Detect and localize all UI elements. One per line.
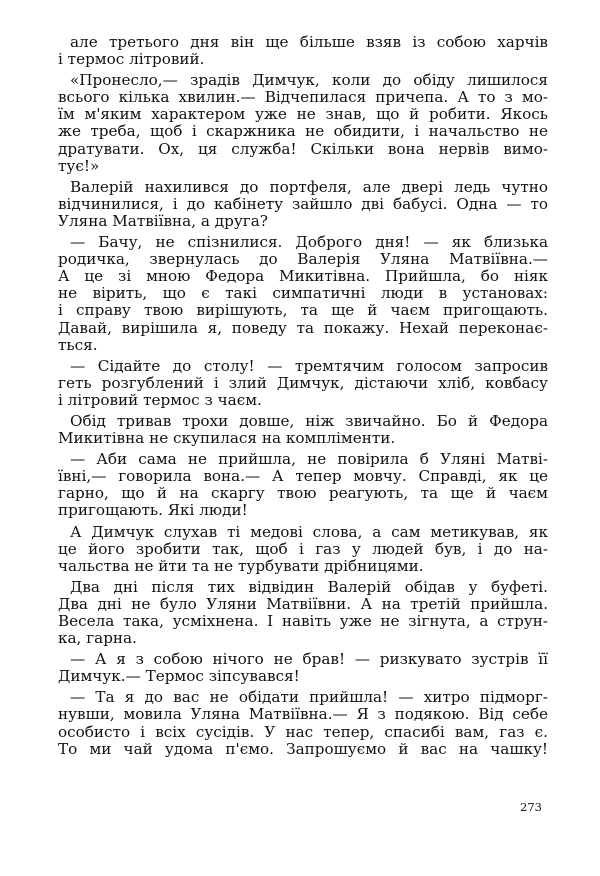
text-line: але третього дня він ще більше взяв із собою харчів [70,33,548,51]
paragraph [58,179,548,230]
paragraph [58,34,548,68]
text-line: Димчук.— Термос зіпсувався! [58,667,300,686]
paragraph [58,579,548,647]
text-line: особисто і всіх сусідів. У нас тепер, спасибі вам, газ є. [58,722,548,741]
text-line: не вірить, що є такі симпатичні люди в установах: [58,284,548,303]
text-line: ться. [58,335,98,354]
page-number: 273 [520,800,542,814]
paragraph [58,413,548,447]
text-line: — Аби сама не прийшла, не повірила б Уляні Матві- [70,450,548,469]
text-line: геть розгублений і злий Димчук, дістаючи хліб, ковбасу [58,373,548,392]
text-line: пригощають. Які люди! [58,501,248,520]
text-line: ївні,— говорила вона.— А тепер мовчу. Справді, як це [58,467,548,486]
page-body [58,34,548,762]
text-line: і літровий термос з чаєм. [58,390,262,409]
text-line: То ми чай удома п'ємо. Запрошуємо й вас на чашку! [58,739,548,758]
text-line: Валерій нахилився до портфеля, але двері ледь чутно [70,177,548,196]
text-line: «Пронесло,— зрадів Димчук, коли до обіду лишилося [70,71,548,90]
paragraph [58,358,548,409]
paragraph [58,451,548,519]
text-line: А Димчук слухав ті медові слова, а сам метикував, як [70,522,548,541]
text-line: — Бачу, не спізнилися. Доброго дня! — як близька [70,233,548,252]
text-line: родичка, звернулась до Валерія Уляна Матвіївна.— [58,250,548,269]
paragraph [58,524,548,575]
paragraph [58,689,548,757]
text-line: нувши, мовила Уляна Матвіївна.— Я з подякою. Від себе [58,705,548,724]
text-line: же треба, щоб і скаржника не обидити, і начальство не [58,122,548,141]
text-line: Два дні не було Уляни Матвіївни. А на третій прийшла. [58,594,548,613]
text-line: і справу твою вирішують, та ще й чаєм пригощають. [58,301,548,320]
text-line: А це зі мною Федора Микитівна. Прийшла, бо ніяк [58,267,548,286]
text-line: — А я з собою нічого не брав! — ризкувато зустрів її [70,650,548,669]
paragraph [58,651,548,685]
text-line: всього кілька хвилин.— Відчепилася причепа. А то з мо- [58,88,548,107]
text-line: Давай, вирішила я, поведу та покажу. Нехай переконає- [58,318,548,337]
text-line: тує!» [58,156,100,175]
text-line: і термос літровий. [58,50,205,69]
paragraph [58,234,548,354]
text-line: — Сідайте до столу! — тремтячим голосом запросив [70,356,548,375]
text-line: дратувати. Ох, ця служба! Скільки вона нервів вимо- [58,139,548,158]
text-line: Два дні після тих відвідин Валерій обідав у буфеті. [70,577,548,596]
text-line: ка, гарна. [58,629,137,648]
text-line: Весела така, усміхнена. І навіть уже не зігнута, а струн- [58,612,548,630]
text-line: чальства не йти та не турбувати дрібницями. [58,556,424,575]
text-line: це його зробити так, щоб і газ у людей був, і до на- [58,539,548,558]
text-line: гарно, що й на скаргу твою реагують, та ще й чаєм [58,484,548,503]
text-line: Уляна Матвіївна, а друга? [58,211,268,230]
paragraph [58,72,548,175]
text-line: відчинилися, і до кабінету зайшло дві бабусі. Одна — то [58,194,548,213]
text-line: їм м'яким характером уже не знав, що й робити. Якось [58,105,548,124]
text-line: Микитівна не скупилася на компліменти. [58,429,396,448]
text-line: — Та я до вас не обідати прийшла! — хитро підморг- [70,688,548,707]
text-line: Обід тривав трохи довше, ніж звичайно. Бо й Федора [70,411,548,430]
